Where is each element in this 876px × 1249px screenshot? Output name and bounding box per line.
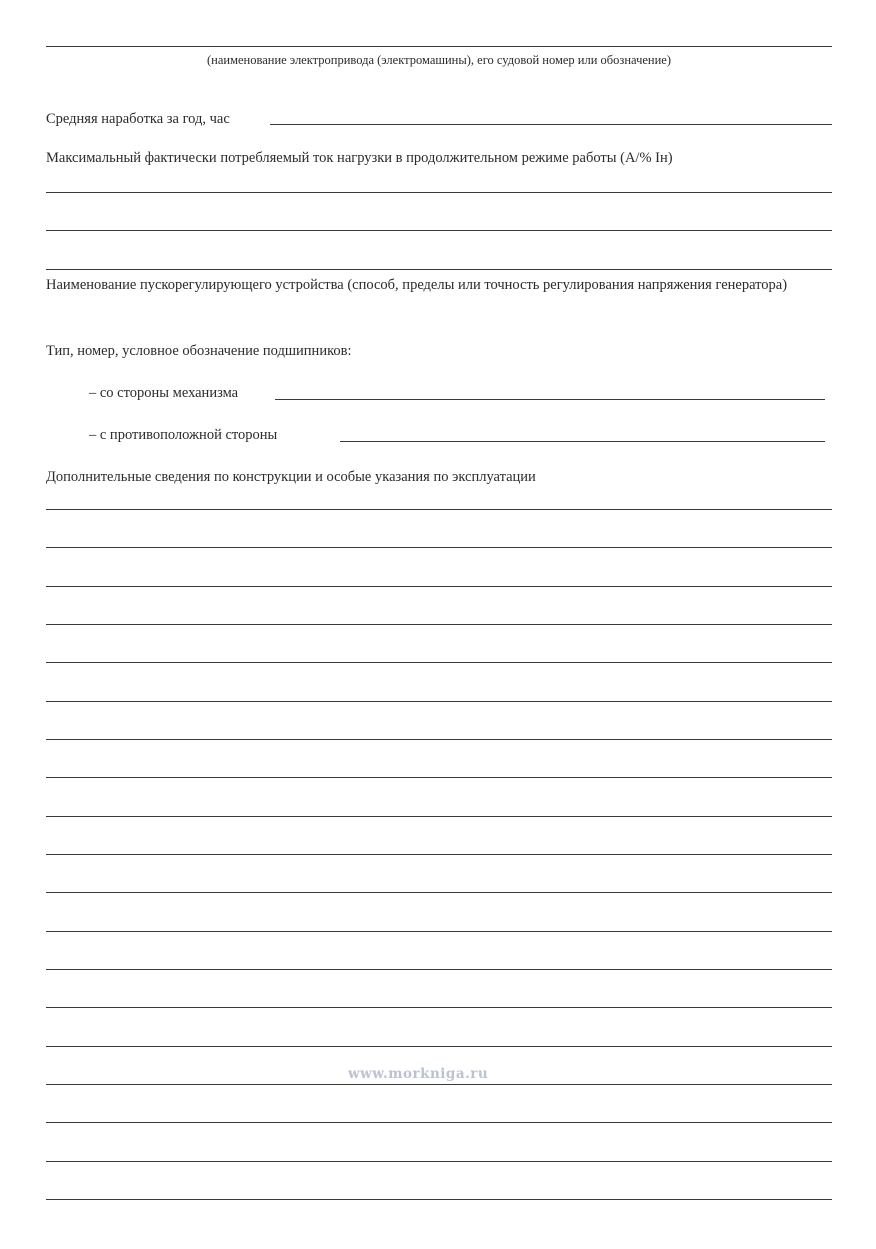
drive-name-caption: (наименование электропривода (электромашины), его судовой номер или обозначение) [206, 53, 671, 67]
max-current-field-line-1[interactable] [46, 192, 832, 193]
bearing-mechanism-side-field-line[interactable] [275, 399, 825, 400]
bearings-label: Тип, номер, условное обозначение подшипников: [46, 343, 352, 359]
notes-line[interactable] [46, 624, 832, 625]
notes-line[interactable] [46, 854, 832, 855]
bearing-opposite-side-field-line[interactable] [340, 441, 825, 442]
notes-line[interactable] [46, 701, 832, 702]
avg-runtime-field-line[interactable] [270, 124, 832, 125]
notes-line[interactable] [46, 1084, 832, 1085]
watermark-text: www.morkniga.ru [344, 1066, 492, 1082]
notes-line[interactable] [46, 509, 832, 510]
notes-line[interactable] [46, 892, 832, 893]
notes-line[interactable] [46, 1046, 832, 1047]
bearing-mechanism-side-label: – со стороны механизма [89, 385, 239, 401]
notes-line[interactable] [46, 1122, 832, 1123]
notes-line[interactable] [46, 969, 832, 970]
max-current-field-line-3[interactable] [46, 269, 832, 270]
starting-device-label: Наименование пускорегулирующего устройства (способ, пределы или точность регулирования напряжения генератора) [46, 277, 788, 293]
notes-line[interactable] [46, 931, 832, 932]
notes-line[interactable] [46, 586, 832, 587]
notes-line[interactable] [46, 816, 832, 817]
bearing-opposite-side-label: – с противоположной стороны [89, 427, 278, 443]
notes-line[interactable] [46, 1161, 832, 1162]
notes-line[interactable] [46, 1199, 832, 1200]
drive-name-line[interactable] [46, 46, 832, 47]
max-current-label: Максимальный фактически потребляемый ток нагрузки в продолжительном режиме работы (А/% Iн) [46, 150, 673, 166]
notes-line[interactable] [46, 777, 832, 778]
max-current-field-line-2[interactable] [46, 230, 832, 231]
notes-line[interactable] [46, 662, 832, 663]
notes-line[interactable] [46, 547, 832, 548]
notes-line[interactable] [46, 739, 832, 740]
additional-info-label: Дополнительные сведения по конструкции и особые указания по эксплуатации [46, 469, 536, 485]
avg-runtime-label: Средняя наработка за год, час [46, 111, 230, 127]
notes-line[interactable] [46, 1007, 832, 1008]
